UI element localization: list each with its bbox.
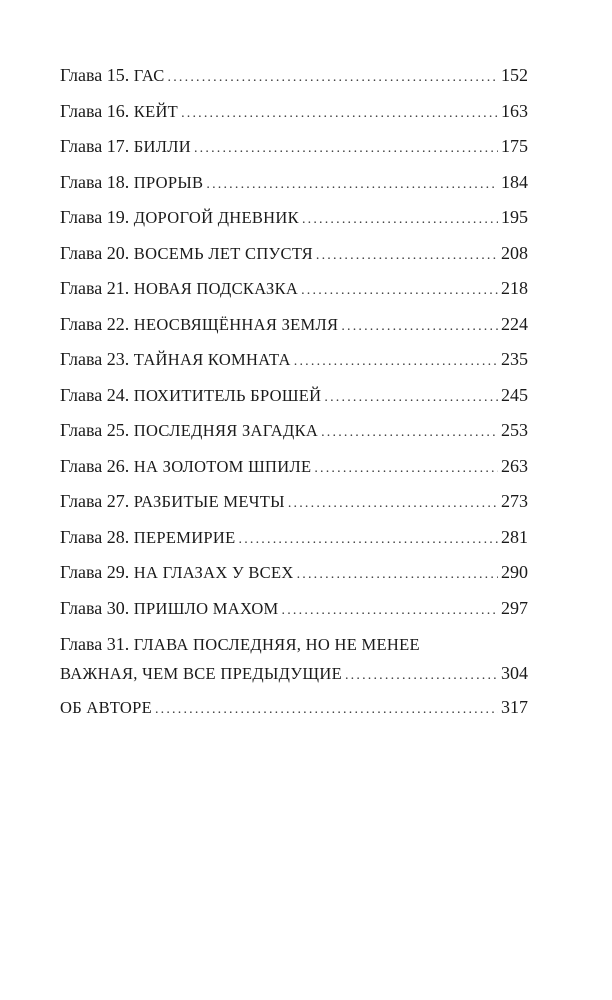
chapter-title: ПРИШЛО МАХОМ [133,598,279,618]
dot-leader [297,557,498,593]
toc-entry-about-author [60,690,528,726]
chapter-label: Глава 28. [60,526,130,547]
dot-leader [288,486,498,522]
page-number: 152 [501,65,528,85]
chapter-title: НЕОСВЯЩЁННАЯ ЗЕМЛЯ [133,314,339,334]
toc-entry-chapter-24 [60,378,528,414]
table-of-contents [60,58,528,726]
page-number: 235 [501,349,528,369]
chapter-31-line1 [60,630,528,658]
chapter-label: Глава 27. [60,491,130,511]
chapter-title: БИЛЛИ [133,137,191,156]
chapter-title: ПРОРЫВ [133,172,204,192]
toc-entry-chapter-23 [60,342,528,378]
chapter-label: Глава 26. [60,455,130,476]
page-number: 281 [501,526,528,547]
toc-entry-chapter-16 [60,94,528,130]
page-number: 297 [501,597,528,618]
toc-entry-chapter-26 [60,449,528,485]
chapter-title: РАЗБИТЫЕ МЕЧТЫ [133,492,285,511]
page-number: 175 [501,136,528,156]
dot-leader [301,273,498,309]
chapter-label: Глава 22. [60,313,130,334]
page-number: 195 [501,207,528,227]
chapter-title: КЕЙТ [133,101,179,121]
toc-entry-chapter-21 [60,271,528,307]
chapter-title: ГЛАВА ПОСЛЕДНЯЯ, НО НЕ МЕНЕЕ [133,635,420,654]
toc-entry-chapter-18 [60,165,528,201]
page-number: 273 [501,491,528,511]
toc-entry-chapter-22 [60,307,528,343]
toc-entry-chapter-28 [60,520,528,556]
dot-leader [239,522,499,558]
chapter-title: ПОСЛЕДНЯЯ ЗАГАДКА [133,421,319,440]
page-number: 208 [501,242,528,263]
dot-leader [168,60,498,96]
dot-leader [316,238,498,274]
chapter-label: Глава 16. [60,100,130,121]
dot-leader [194,131,498,167]
chapter-label: Глава 30. [60,597,130,618]
chapter-title: ВОСЕМЬ ЛЕТ СПУСТЯ [133,243,313,263]
chapter-label: Глава 15. [60,65,130,85]
chapter-label: Глава 31. [60,634,130,654]
chapter-title-continued: ВАЖНАЯ, ЧЕМ ВСЕ ПРЕДЫДУЩИЕ [60,664,342,683]
page-number: 163 [501,100,528,121]
dot-leader [321,415,498,451]
dot-leader [324,380,498,416]
dot-leader [314,451,498,487]
chapter-label: Глава 24. [60,384,130,405]
chapter-label: Глава 18. [60,171,130,192]
chapter-title: ПОХИТИТЕЛЬ БРОШЕЙ [133,385,322,405]
dot-leader [294,344,498,380]
chapter-31-line2 [60,658,528,688]
toc-entry-chapter-19 [60,200,528,236]
chapter-label: Глава 29. [60,562,130,582]
chapter-label: Глава 17. [60,136,130,156]
chapter-title: ТАЙНАЯ КОМНАТА [133,350,291,369]
about-author-title: ОБ АВТОРЕ [60,698,152,717]
toc-entry-chapter-20 [60,236,528,272]
page-number: 304 [501,663,528,683]
page-number: 317 [501,697,528,717]
page-number: 245 [501,384,528,405]
toc-entry-chapter-31 [60,630,528,688]
dot-leader [302,202,498,238]
chapter-title: ДОРОГОЙ ДНЕВНИК [133,208,299,227]
chapter-label: Глава 23. [60,349,130,369]
dot-leader [181,96,498,132]
dot-leader [155,692,498,728]
chapter-title: НОВАЯ ПОДСКАЗКА [133,279,299,298]
dot-leader [341,309,498,345]
chapter-label: Глава 19. [60,207,130,227]
chapter-label: Глава 20. [60,242,130,263]
chapter-title: ГАС [133,66,165,85]
chapter-title: ПЕРЕМИРИЕ [133,527,236,547]
page-number: 218 [501,278,528,298]
chapter-label: Глава 21. [60,278,130,298]
dot-leader [206,167,498,203]
page-number: 290 [501,562,528,582]
toc-entry-chapter-15 [60,58,528,94]
page-number: 263 [501,455,528,476]
toc-entry-chapter-27 [60,484,528,520]
page-number: 184 [501,171,528,192]
toc-entry-chapter-25 [60,413,528,449]
chapter-title: НА ГЛАЗАХ У ВСЕХ [133,563,294,582]
toc-entry-chapter-29 [60,555,528,591]
page-number: 253 [501,420,528,440]
chapter-label: Глава 25. [60,420,130,440]
page-number: 224 [501,313,528,334]
dot-leader [282,593,498,629]
dot-leader [345,661,498,691]
toc-entry-chapter-17 [60,129,528,165]
chapter-title: НА ЗОЛОТОМ ШПИЛЕ [133,456,312,476]
toc-entry-chapter-30 [60,591,528,627]
